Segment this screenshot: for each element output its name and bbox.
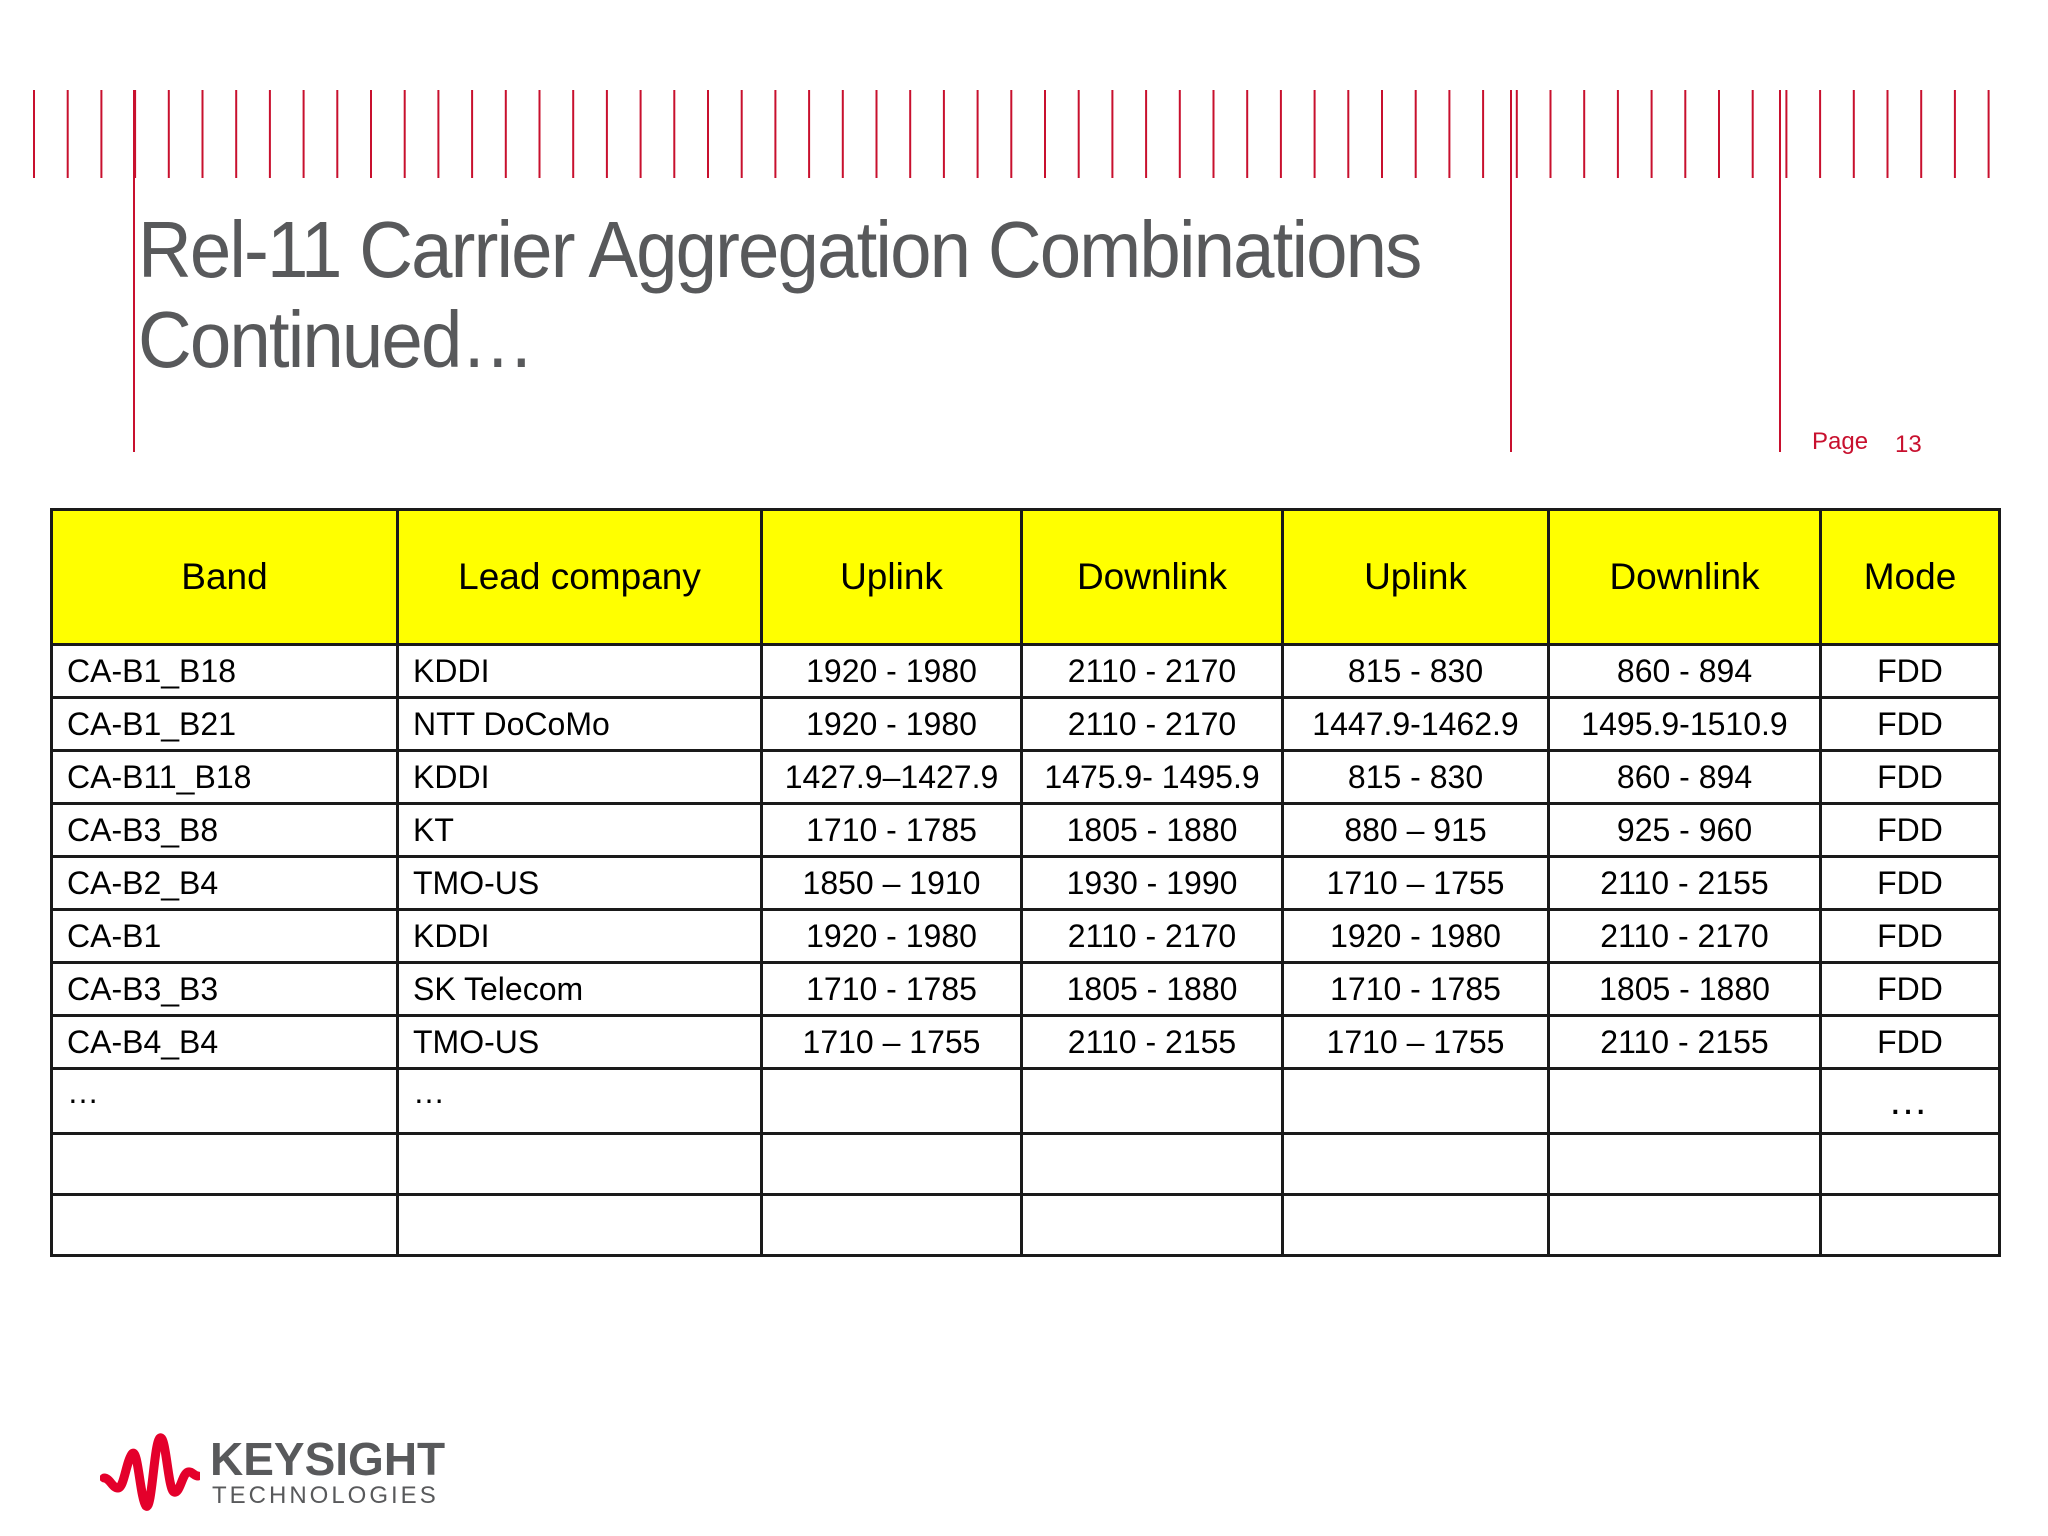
table-row: [52, 963, 2000, 1016]
band-cell: …: [52, 1069, 398, 1134]
page-number: 13: [1895, 431, 1922, 458]
uplink-1-cell: [762, 1069, 1022, 1134]
table-row: [52, 910, 2000, 963]
band-cell: CA-B1_B21: [52, 698, 398, 751]
table-row: [52, 751, 2000, 804]
downlink-2-cell: 1495.9-1510.9: [1549, 698, 1821, 751]
uplink-2-cell: 1447.9-1462.9: [1283, 698, 1549, 751]
table-row: [52, 645, 2000, 698]
downlink-2-cell: 2110 - 2155: [1549, 857, 1821, 910]
mode-cell: FDD: [1821, 645, 2000, 698]
header-uplink-2: Uplink: [1283, 510, 1549, 645]
empty-cell: [1821, 1134, 2000, 1195]
downlink-2-cell: 2110 - 2155: [1549, 1016, 1821, 1069]
mode-cell: FDD: [1821, 751, 2000, 804]
uplink-1-cell: 1710 – 1755: [762, 1016, 1022, 1069]
table-row: [52, 804, 2000, 857]
lead-company-cell: KDDI: [398, 645, 762, 698]
empty-cell: [1283, 1134, 1549, 1195]
downlink-1-cell: 1475.9- 1495.9: [1022, 751, 1283, 804]
lead-company-cell: KDDI: [398, 910, 762, 963]
band-cell: CA-B3_B8: [52, 804, 398, 857]
empty-cell: [762, 1195, 1022, 1256]
downlink-1-cell: 1805 - 1880: [1022, 804, 1283, 857]
band-cell: CA-B2_B4: [52, 857, 398, 910]
empty-cell: [52, 1134, 398, 1195]
logo-wordmark: KEYSIGHT: [210, 1433, 446, 1485]
table-row: [52, 857, 2000, 910]
empty-cell: [1283, 1195, 1549, 1256]
header-lead-company: Lead company: [398, 510, 762, 645]
uplink-1-cell: 1710 - 1785: [762, 804, 1022, 857]
uplink-1-cell: 1920 - 1980: [762, 698, 1022, 751]
uplink-2-cell: 1710 - 1785: [1283, 963, 1549, 1016]
uplink-2-cell: 815 - 830: [1283, 645, 1549, 698]
mode-cell: FDD: [1821, 857, 2000, 910]
keysight-wave-icon: [100, 1432, 200, 1512]
header-downlink-2: Downlink: [1549, 510, 1821, 645]
header-downlink-1: Downlink: [1022, 510, 1283, 645]
lead-company-cell: TMO-US: [398, 1016, 762, 1069]
mode-cell: FDD: [1821, 698, 2000, 751]
mode-cell: …: [1821, 1069, 2000, 1134]
uplink-2-cell: 1920 - 1980: [1283, 910, 1549, 963]
keysight-logo: [100, 1432, 446, 1512]
downlink-2-cell: 2110 - 2170: [1549, 910, 1821, 963]
header-mode: Mode: [1821, 510, 2000, 645]
lead-company-cell: …: [398, 1069, 762, 1134]
downlink-1-cell: 2110 - 2170: [1022, 645, 1283, 698]
title-line-2: Continued…: [138, 295, 534, 384]
lead-company-cell: KDDI: [398, 751, 762, 804]
downlink-1-cell: 1930 - 1990: [1022, 857, 1283, 910]
table-row-empty: [52, 1195, 2000, 1256]
band-cell: CA-B1: [52, 910, 398, 963]
band-cell: CA-B4_B4: [52, 1016, 398, 1069]
logo-subtitle: TECHNOLOGIES: [212, 1482, 439, 1509]
empty-cell: [762, 1134, 1022, 1195]
downlink-1-cell: 1805 - 1880: [1022, 963, 1283, 1016]
table-header-row: [52, 510, 2000, 645]
uplink-2-cell: [1283, 1069, 1549, 1134]
slide-title: [138, 205, 1420, 385]
lead-company-cell: SK Telecom: [398, 963, 762, 1016]
downlink-2-cell: 925 - 960: [1549, 804, 1821, 857]
uplink-2-cell: 880 – 915: [1283, 804, 1549, 857]
empty-cell: [1022, 1195, 1283, 1256]
empty-cell: [1022, 1134, 1283, 1195]
downlink-2-cell: 1805 - 1880: [1549, 963, 1821, 1016]
carrier-aggregation-table: [50, 508, 2001, 1257]
lead-company-cell: NTT DoCoMo: [398, 698, 762, 751]
uplink-1-cell: 1850 – 1910: [762, 857, 1022, 910]
downlink-2-cell: 860 - 894: [1549, 751, 1821, 804]
uplink-1-cell: 1920 - 1980: [762, 910, 1022, 963]
uplink-1-cell: 1710 - 1785: [762, 963, 1022, 1016]
table-row: [52, 1016, 2000, 1069]
empty-cell: [52, 1195, 398, 1256]
downlink-2-cell: [1549, 1069, 1821, 1134]
downlink-1-cell: 2110 - 2155: [1022, 1016, 1283, 1069]
lead-company-cell: KT: [398, 804, 762, 857]
mode-cell: FDD: [1821, 1016, 2000, 1069]
table-row: [52, 698, 2000, 751]
empty-cell: [1821, 1195, 2000, 1256]
downlink-1-cell: 2110 - 2170: [1022, 698, 1283, 751]
downlink-2-cell: 860 - 894: [1549, 645, 1821, 698]
lead-company-cell: TMO-US: [398, 857, 762, 910]
mode-cell: FDD: [1821, 804, 2000, 857]
band-cell: CA-B11_B18: [52, 751, 398, 804]
uplink-2-cell: 1710 – 1755: [1283, 857, 1549, 910]
downlink-1-cell: 2110 - 2170: [1022, 910, 1283, 963]
uplink-2-cell: 1710 – 1755: [1283, 1016, 1549, 1069]
band-cell: CA-B1_B18: [52, 645, 398, 698]
mode-cell: FDD: [1821, 963, 2000, 1016]
empty-cell: [398, 1195, 762, 1256]
downlink-1-cell: [1022, 1069, 1283, 1134]
uplink-1-cell: 1427.9–1427.9: [762, 751, 1022, 804]
empty-cell: [398, 1134, 762, 1195]
header-uplink-1: Uplink: [762, 510, 1022, 645]
mode-cell: FDD: [1821, 910, 2000, 963]
page-label: Page: [1812, 428, 1869, 455]
table-row-empty: [52, 1134, 2000, 1195]
uplink-1-cell: 1920 - 1980: [762, 645, 1022, 698]
table-row-continuation: [52, 1069, 2000, 1134]
uplink-2-cell: 815 - 830: [1283, 751, 1549, 804]
title-line-1: Rel-11 Carrier Aggregation Combinations: [138, 205, 1421, 294]
band-cell: CA-B3_B3: [52, 963, 398, 1016]
header-band: Band: [52, 510, 398, 645]
empty-cell: [1549, 1134, 1821, 1195]
empty-cell: [1549, 1195, 1821, 1256]
